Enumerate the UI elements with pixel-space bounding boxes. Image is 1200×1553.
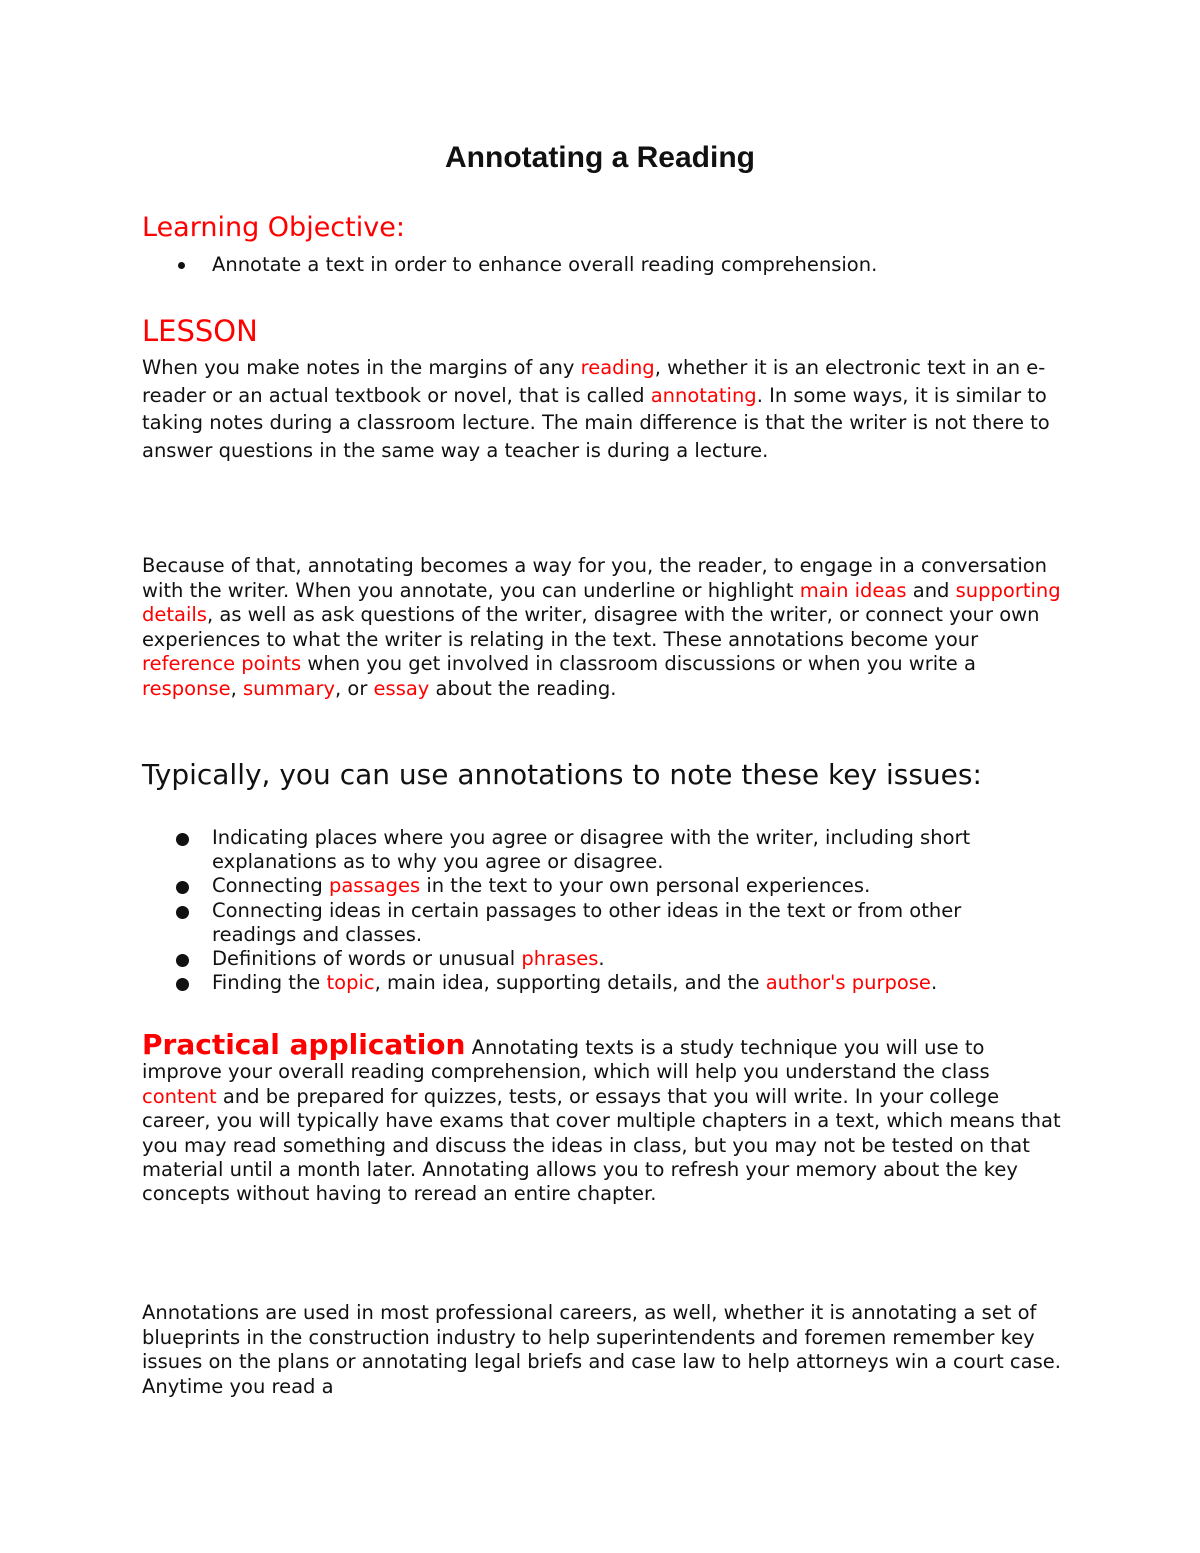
list-item-text: Connecting ideas in certain passages to other ideas in the text or from other readings and classes. xyxy=(212,898,962,946)
list-item xyxy=(142,252,877,278)
text-run: , main idea, supporting details, and the xyxy=(374,971,766,995)
keyword-reference-points: reference points xyxy=(142,652,302,675)
text-run: . xyxy=(598,947,605,971)
keyword-reading: reading xyxy=(580,356,655,379)
text-run: Annotating texts is a study technique you will use to improve your overall reading comprehension, which will help you understand the class xyxy=(142,1036,990,1084)
list-item-text: Annotate a text in order to enhance overall reading comprehension. xyxy=(212,253,878,276)
lesson-heading: LESSON xyxy=(142,314,258,348)
bullet-icon xyxy=(176,978,189,991)
list-item xyxy=(142,971,1042,995)
bullet-icon xyxy=(176,954,189,967)
text-run: , xyxy=(230,676,243,700)
text-run: Finding the xyxy=(212,971,327,995)
text-run: and xyxy=(906,578,956,602)
lesson-paragraph-1 xyxy=(142,354,1062,464)
text-run: when you get involved in classroom discussions or when you write a xyxy=(301,652,976,675)
keyword-supporting-details: supporting details xyxy=(142,578,1061,626)
keyword-annotating: annotating xyxy=(650,383,757,407)
list-item xyxy=(142,899,1042,947)
text-run: . xyxy=(930,971,938,995)
learning-objective-heading: Learning Objective: xyxy=(142,212,405,243)
keyword-response: response xyxy=(142,676,231,700)
text-run: , whether it is an electronic text in an e-reader or an actual textbook or novel, that is called xyxy=(142,356,1046,407)
text-run: , as well as ask questions of the writer, disagree with the writer, or connect your own experiences to what the writer is relating in the text. These annotations become your xyxy=(142,603,1040,651)
keyword-content: content xyxy=(142,1084,217,1108)
closing-paragraph: Annotations are used in most professional careers, as well, whether it is annotating a set of blueprints in the construction industry to help superintendents and foremen remember key issues on the plans or annotating legal briefs and case law to help attorneys win a court case. Anytime you read a xyxy=(142,1301,1061,1398)
keyword-essay: essay xyxy=(373,676,430,700)
practical-application-paragraph xyxy=(142,1028,1062,1207)
list-item xyxy=(142,826,1042,874)
practical-application-heading: Practical application xyxy=(142,1028,466,1061)
list-item xyxy=(142,947,1042,971)
bullet-icon xyxy=(176,906,189,919)
key-issues-list xyxy=(142,826,1042,995)
lesson-paragraph-2 xyxy=(142,554,1062,701)
keyword-passages: passages xyxy=(328,874,421,898)
objective-list xyxy=(142,252,877,278)
text-run: Definitions of words or unusual xyxy=(212,947,522,971)
text-run: , or xyxy=(335,676,374,700)
bullet-icon xyxy=(178,262,185,269)
bullet-icon xyxy=(176,833,189,846)
text-run: Because of that, annotating becomes a way for you, the reader, to engage in a conversation with the writer. When you annotate, you can underline or highlight xyxy=(142,554,1048,602)
keyword-topic: topic xyxy=(326,971,375,995)
keyword-phrases: phrases xyxy=(521,947,599,971)
keyword-authors-purpose: author's purpose xyxy=(765,971,931,995)
keyword-summary: summary xyxy=(242,676,335,700)
text-run: in the text to your own personal experiences. xyxy=(420,874,871,898)
text-run: and be prepared for quizzes, tests, or essays that you will write. In your college career, you will typically have exams that cover multiple chapters in a text, which means that you may read something and discuss the ideas in class, but you may not be tested on that material until a month later. Annotating allows you to refresh your memory about the key concepts without having to reread an entire chapter. xyxy=(142,1084,1061,1206)
key-issues-heading: Typically, you can use annotations to note these key issues: xyxy=(142,758,982,791)
keyword-main-ideas: main ideas xyxy=(799,578,907,602)
bullet-icon xyxy=(176,881,189,894)
list-item xyxy=(142,874,1042,898)
page-title: Annotating a Reading xyxy=(445,141,755,174)
text-run: about the reading. xyxy=(429,676,617,700)
text-run: When you make notes in the margins of any xyxy=(142,356,581,379)
list-item-text: Indicating places where you agree or disagree with the writer, including short explanations as to why you agree or disagree. xyxy=(212,826,971,874)
text-run: Connecting xyxy=(212,874,329,898)
text-run: . In some ways, it is similar to taking notes during a classroom lecture. The main difference is that the writer is not there to answer questions in the same way a teacher is during a lecture. xyxy=(142,383,1050,462)
